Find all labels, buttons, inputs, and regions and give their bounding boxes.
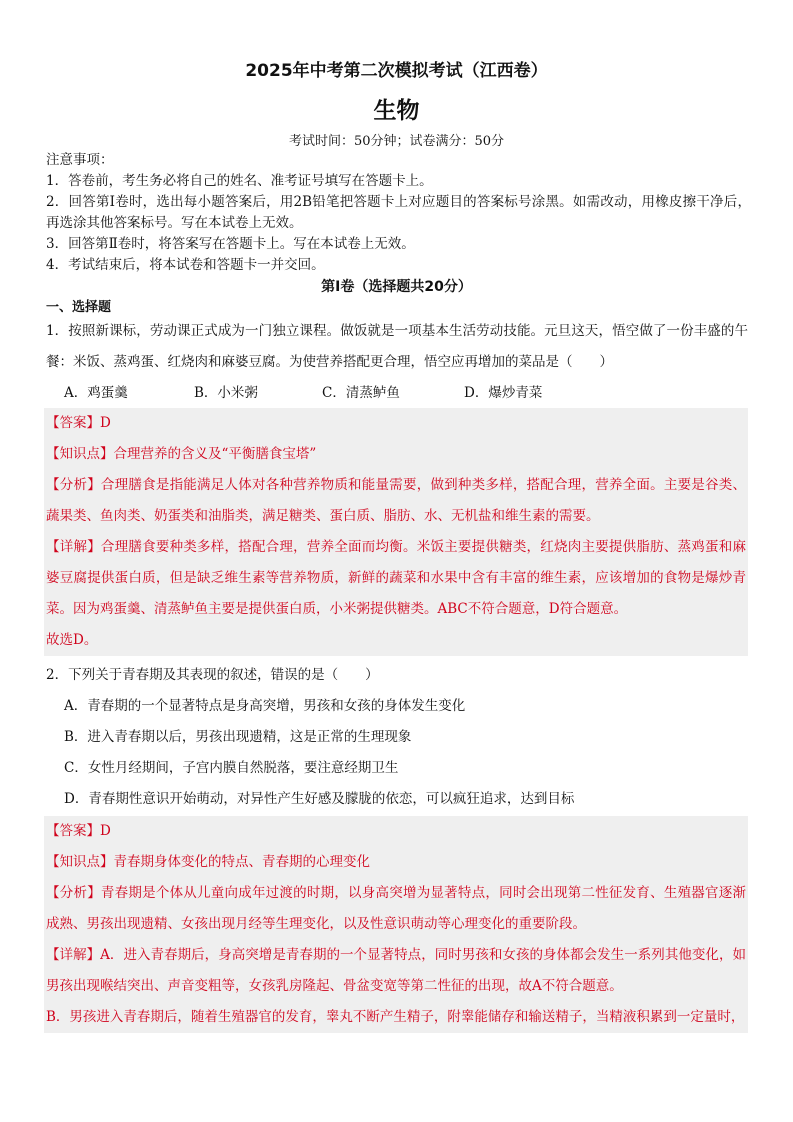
detail-label: 【详解】 — [46, 947, 101, 963]
note-item: 1．答卷前，考生务必将自己的姓名、准考证号填写在答题卡上。 — [46, 173, 433, 189]
knowledge-text: 合理营养的含义及“平衡膳食宝塔” — [113, 446, 317, 462]
option-a: A．青春期的一个显著特点是身高突增，男孩和女孩的身体发生变化 — [64, 698, 466, 714]
answer-line — [46, 816, 746, 847]
exam-title: 2025年中考第二次模拟考试（江西卷） — [245, 61, 548, 81]
option-c: C．清蒸鲈鱼 — [322, 385, 400, 401]
answer-line — [46, 408, 746, 439]
answer-block-1 — [44, 408, 748, 656]
question-2 — [46, 660, 748, 815]
knowledge-label: 【知识点】 — [46, 854, 114, 870]
analysis-text: 合理膳食是指能满足人体对各种营养物质和能量需要，做到种类多样，搭配合理，营养全面。主要是谷类、蔬果类、鱼肉类、奶蛋类和油脂类，满足糖类、蛋白质、脂肪、水、无机盐和维生素的需要。 — [46, 477, 747, 524]
detail-line — [46, 532, 746, 625]
answer-label: 【答案】 — [46, 823, 100, 839]
detail-label: 【详解】 — [46, 539, 101, 555]
option-c: C．女性月经期间，子宫内膜自然脱落，要注意经期卫生 — [64, 760, 399, 776]
part-title: 第Ⅰ卷（选择题共20分） — [321, 279, 472, 295]
option-b: B．进入青春期以后，男孩出现遗精，这是正常的生理现象 — [64, 729, 412, 745]
options-row — [46, 378, 748, 409]
detail-line — [46, 940, 746, 1002]
knowledge-label: 【知识点】 — [46, 446, 114, 462]
note-item: 4．考试结束后，将本试卷和答题卡一并交回。 — [46, 257, 325, 273]
notes-block — [46, 150, 751, 276]
analysis-label: 【分析】 — [46, 885, 101, 901]
note-item: 3．回答第Ⅱ卷时，将答案写在答题卡上。写在本试卷上无效。 — [46, 236, 415, 252]
question-stem: 2．下列关于青春期及其表现的叙述，错误的是（ ） — [46, 667, 379, 683]
knowledge-line — [46, 847, 746, 878]
option-d: D．青春期性意识开始萌动，对异性产生好感及朦胧的依恋，可以疯狂追求，达到目标 — [64, 791, 575, 807]
conclusion-line: 故选D。 — [46, 632, 98, 648]
answer-label: 【答案】 — [46, 415, 100, 431]
detail-text: A．进入青春期后，身高突增是青春期的一个显著特点，同时男孩和女孩的身体都会发生一系列其他变化，如男孩出现喉结突出、声音变粗等，女孩乳房隆起、骨盆变宽等第二性征的出现，故A不符合题意。 — [46, 947, 747, 994]
option-a: A．鸡蛋羹 — [64, 385, 128, 401]
note-item: 2．回答第Ⅰ卷时，选出每小题答案后，用2B铅笔把答题卡上对应题目的答案标号涂黑。如需改动，用橡皮擦干净后，再选涂其他答案标号。写在本试卷上无效。 — [46, 194, 751, 231]
question-1 — [46, 316, 748, 409]
option-b: B．小米粥 — [194, 385, 258, 401]
subject-title: 生物 — [373, 98, 420, 124]
notes-heading: 注意事项： — [46, 152, 114, 168]
detail-line-b: B．男孩进入青春期后，随着生殖器官的发育，睾丸不断产生精子，附睾能储存和输送精子，当精液积累到一定量时， — [46, 1009, 745, 1025]
exam-info: 考试时间：50分钟；试卷满分：50分 — [288, 134, 505, 149]
analysis-line — [46, 878, 746, 940]
analysis-label: 【分析】 — [46, 477, 101, 493]
analysis-line — [46, 470, 746, 532]
question-stem: 1．按照新课标，劳动课正式成为一门独立课程。做饭就是一项基本生活劳动技能。元旦这天，悟空做了一份丰盛的午餐：米饭、蒸鸡蛋、红烧肉和麻婆豆腐。为使营养搭配更合理，悟空应再增加的菜品是（ ） — [46, 323, 748, 370]
answer-block-2 — [44, 816, 748, 1033]
option-d: D．爆炒青菜 — [464, 385, 543, 401]
analysis-text: 青春期是个体从儿童向成年过渡的时期，以身高突增为显著特点，同时会出现第二性征发育、生殖器官逐渐成熟、男孩出现遗精、女孩出现月经等生理变化，以及性意识萌动等心理变化的重要阶段。 — [46, 885, 747, 932]
section-title: 一、选择题 — [46, 300, 112, 315]
answer-value: D — [100, 823, 111, 839]
answer-value: D — [100, 415, 111, 431]
knowledge-text: 青春期身体变化的特点、青春期的心理变化 — [113, 854, 370, 870]
knowledge-line — [46, 439, 746, 470]
detail-text: 合理膳食要种类多样，搭配合理，营养全面而均衡。米饭主要提供糖类，红烧肉主要提供脂肪、蒸鸡蛋和麻婆豆腐提供蛋白质，但是缺乏维生素等营养物质，新鲜的蔬菜和水果中含有丰富的维生素，应该增加的食物是爆炒青菜。因为鸡蛋羹、清蒸鲈鱼主要是提供蛋白质，小米粥提供糖类。ABC不符合题意，D符合题意。 — [46, 539, 747, 617]
